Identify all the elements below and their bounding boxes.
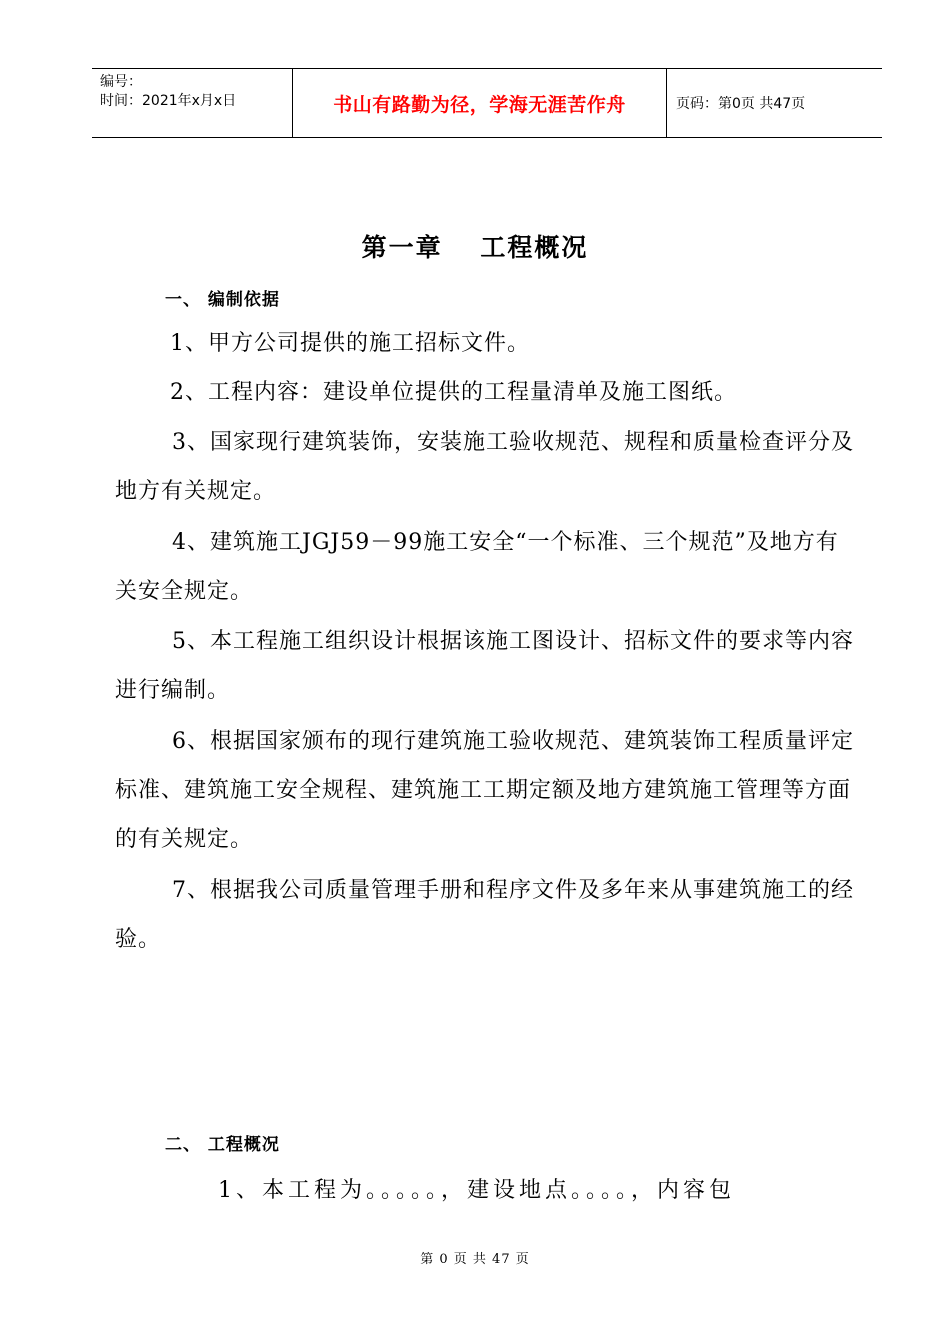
header-page-info: 页码：第0页 共47页 [676, 96, 806, 112]
basis-item-6: 6、根据国家颁布的现行建筑施工验收规范、建筑装饰工程质量评定标准、建筑施工安全规程、建筑施工工期定额及地方建筑施工管理等方面的有关规定。 [115, 729, 854, 852]
header-meta [92, 69, 292, 137]
page-footer: 第 0 页 共 47 页 [420, 1252, 530, 1267]
section-2-title: 二、 工程概况 [165, 1135, 280, 1155]
motto: 书山有路勤为径，学海无涯苦作舟 [333, 93, 626, 116]
basis-item-1: 1、甲方公司提供的施工招标文件。 [170, 331, 530, 356]
header-motto-cell [292, 69, 667, 137]
code-label: 编号： [100, 74, 142, 90]
overview-item-1: 1、本工程为。。。。。，建设地点。。。。，内容包 [218, 1178, 735, 1203]
document-header [92, 68, 882, 138]
header-page-cell [666, 69, 882, 137]
basis-item-3: 3、国家现行建筑装饰，安装施工验收规范、规程和质量检查评分及地方有关规定。 [115, 430, 854, 504]
basis-item-2: 2、工程内容：建设单位提供的工程量清单及施工图纸。 [170, 380, 737, 405]
time-text: 时间：2021年x月x日 [100, 93, 237, 109]
chapter-title: 第一章 工程概况 [361, 233, 589, 262]
basis-item-5: 5、本工程施工组织设计根据该施工图设计、招标文件的要求等内容进行编制。 [115, 629, 854, 703]
basis-item-7: 7、根据我公司质量管理手册和程序文件及多年来从事建筑施工的经验。 [115, 878, 854, 952]
basis-item-4: 4、建筑施工JGJ59－99施工安全“一个标准、三个规范”及地方有关安全规定。 [115, 530, 839, 604]
section-1-title: 一、 编制依据 [165, 290, 280, 310]
